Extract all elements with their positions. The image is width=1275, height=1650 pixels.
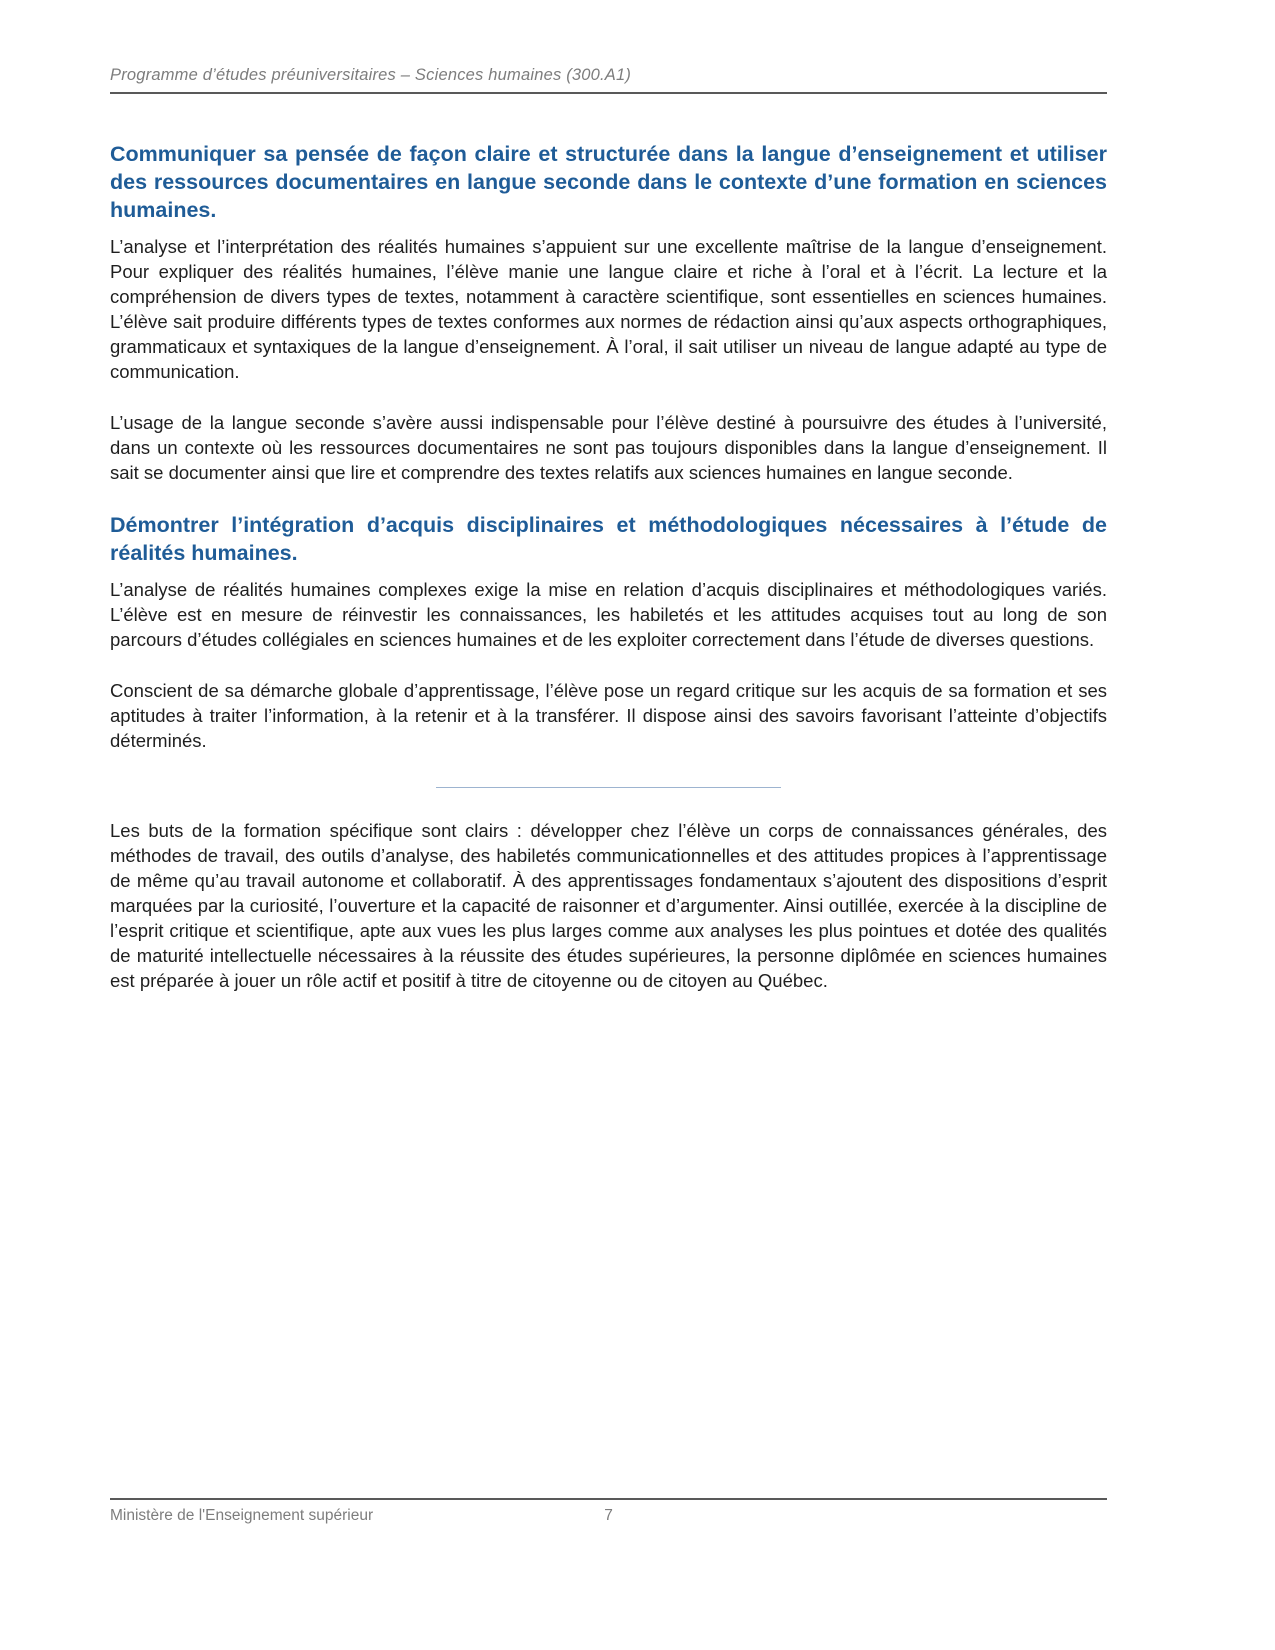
paragraph-acquis-disciplinaires: L’analyse de réalités humaines complexes exige la mise en relation d’acquis disciplinaires et méthodologiques variés. L’élève est en mesure de réinvestir les connaissances, les habiletés et les attitudes acquises tout au long de son parcours d’études collégiales en sciences humaines et de les exploiter correctement dans l’étude de diverses questions.: [110, 579, 1107, 650]
section-heading-demontrer: Démontrer l’intégration d’acquis disciplinaires et méthodologiques nécessaires à l’étude de réalités humaines.: [110, 513, 1107, 565]
header-title: Programme d’études préuniversitaires – Sciences humaines (300.A1): [110, 66, 632, 84]
footer-page-number: 7: [604, 1507, 613, 1524]
paragraph-langue-enseignement: L’analyse et l’interprétation des réalités humaines s’appuient sur une excellente maîtrise de la langue d’enseignement. Pour expliquer des réalités humaines, l’élève manie une langue claire et riche à l’oral et à l’écrit. La lecture et la compréhension de divers types de textes, notamment à caractère scientifique, sont essentielles en sciences humaines. L’élève sait produire différents types de textes conformes aux normes de rédaction ainsi qu’aux aspects orthographiques, grammaticaux et syntaxiques de la langue d’enseignement. À l’oral, il sait utiliser un niveau de langue adapté au type de communication.: [110, 236, 1107, 382]
section-divider: [436, 787, 781, 788]
header-rule: [110, 92, 1107, 94]
page-header: [110, 66, 1107, 94]
paragraph-buts-formation: Les buts de la formation spécifique sont clairs : développer chez l’élève un corps de connaissances générales, des méthodes de travail, des outils d’analyse, des habiletés communicationnelles et des attitudes propices à l’apprentissage de même qu’au travail autonome et collaboratif. À des apprentissages fondamentaux s’ajoutent des dispositions d’esprit marquées par la curiosité, l’ouverture et la capacité de raisonner et d’argumenter. Ainsi outillée, exercée à la discipline de l’esprit critique et scientifique, apte aux vues les plus larges comme aux analyses les plus pointues et dotée des qualités de maturité intellectuelle nécessaires à la réussite des études supérieures, la personne diplômée en sciences humaines est préparée à jouer un rôle actif et positif à titre de citoyenne ou de citoyen au Québec.: [110, 820, 1107, 991]
section-heading-communiquer: Communiquer sa pensée de façon claire et structurée dans la langue d’enseignement et utiliser des ressources documentaires en langue seconde dans le contexte d’une formation en sciences humaines.: [110, 142, 1107, 222]
page-footer: [110, 1498, 1107, 1525]
paragraph-demarche-globale: Conscient de sa démarche globale d’apprentissage, l’élève pose un regard critique sur les acquis de sa formation et ses aptitudes à traiter l’information, à la retenir et à la transférer. Il dispose ainsi des savoirs favorisant l’atteinte d’objectifs déterminés.: [110, 680, 1107, 751]
footer-ministry: Ministère de l'Enseignement supérieur: [110, 1507, 374, 1524]
paragraph-langue-seconde: L’usage de la langue seconde s’avère aussi indispensable pour l’élève destiné à poursuivre des études à l’université, dans un contexte où les ressources documentaires ne sont pas toujours disponibles dans la langue d’enseignement. Il sait se documenter ainsi que lire et comprendre des textes relatifs aux sciences humaines en langue seconde.: [110, 412, 1107, 483]
document-body: [110, 140, 1107, 1019]
